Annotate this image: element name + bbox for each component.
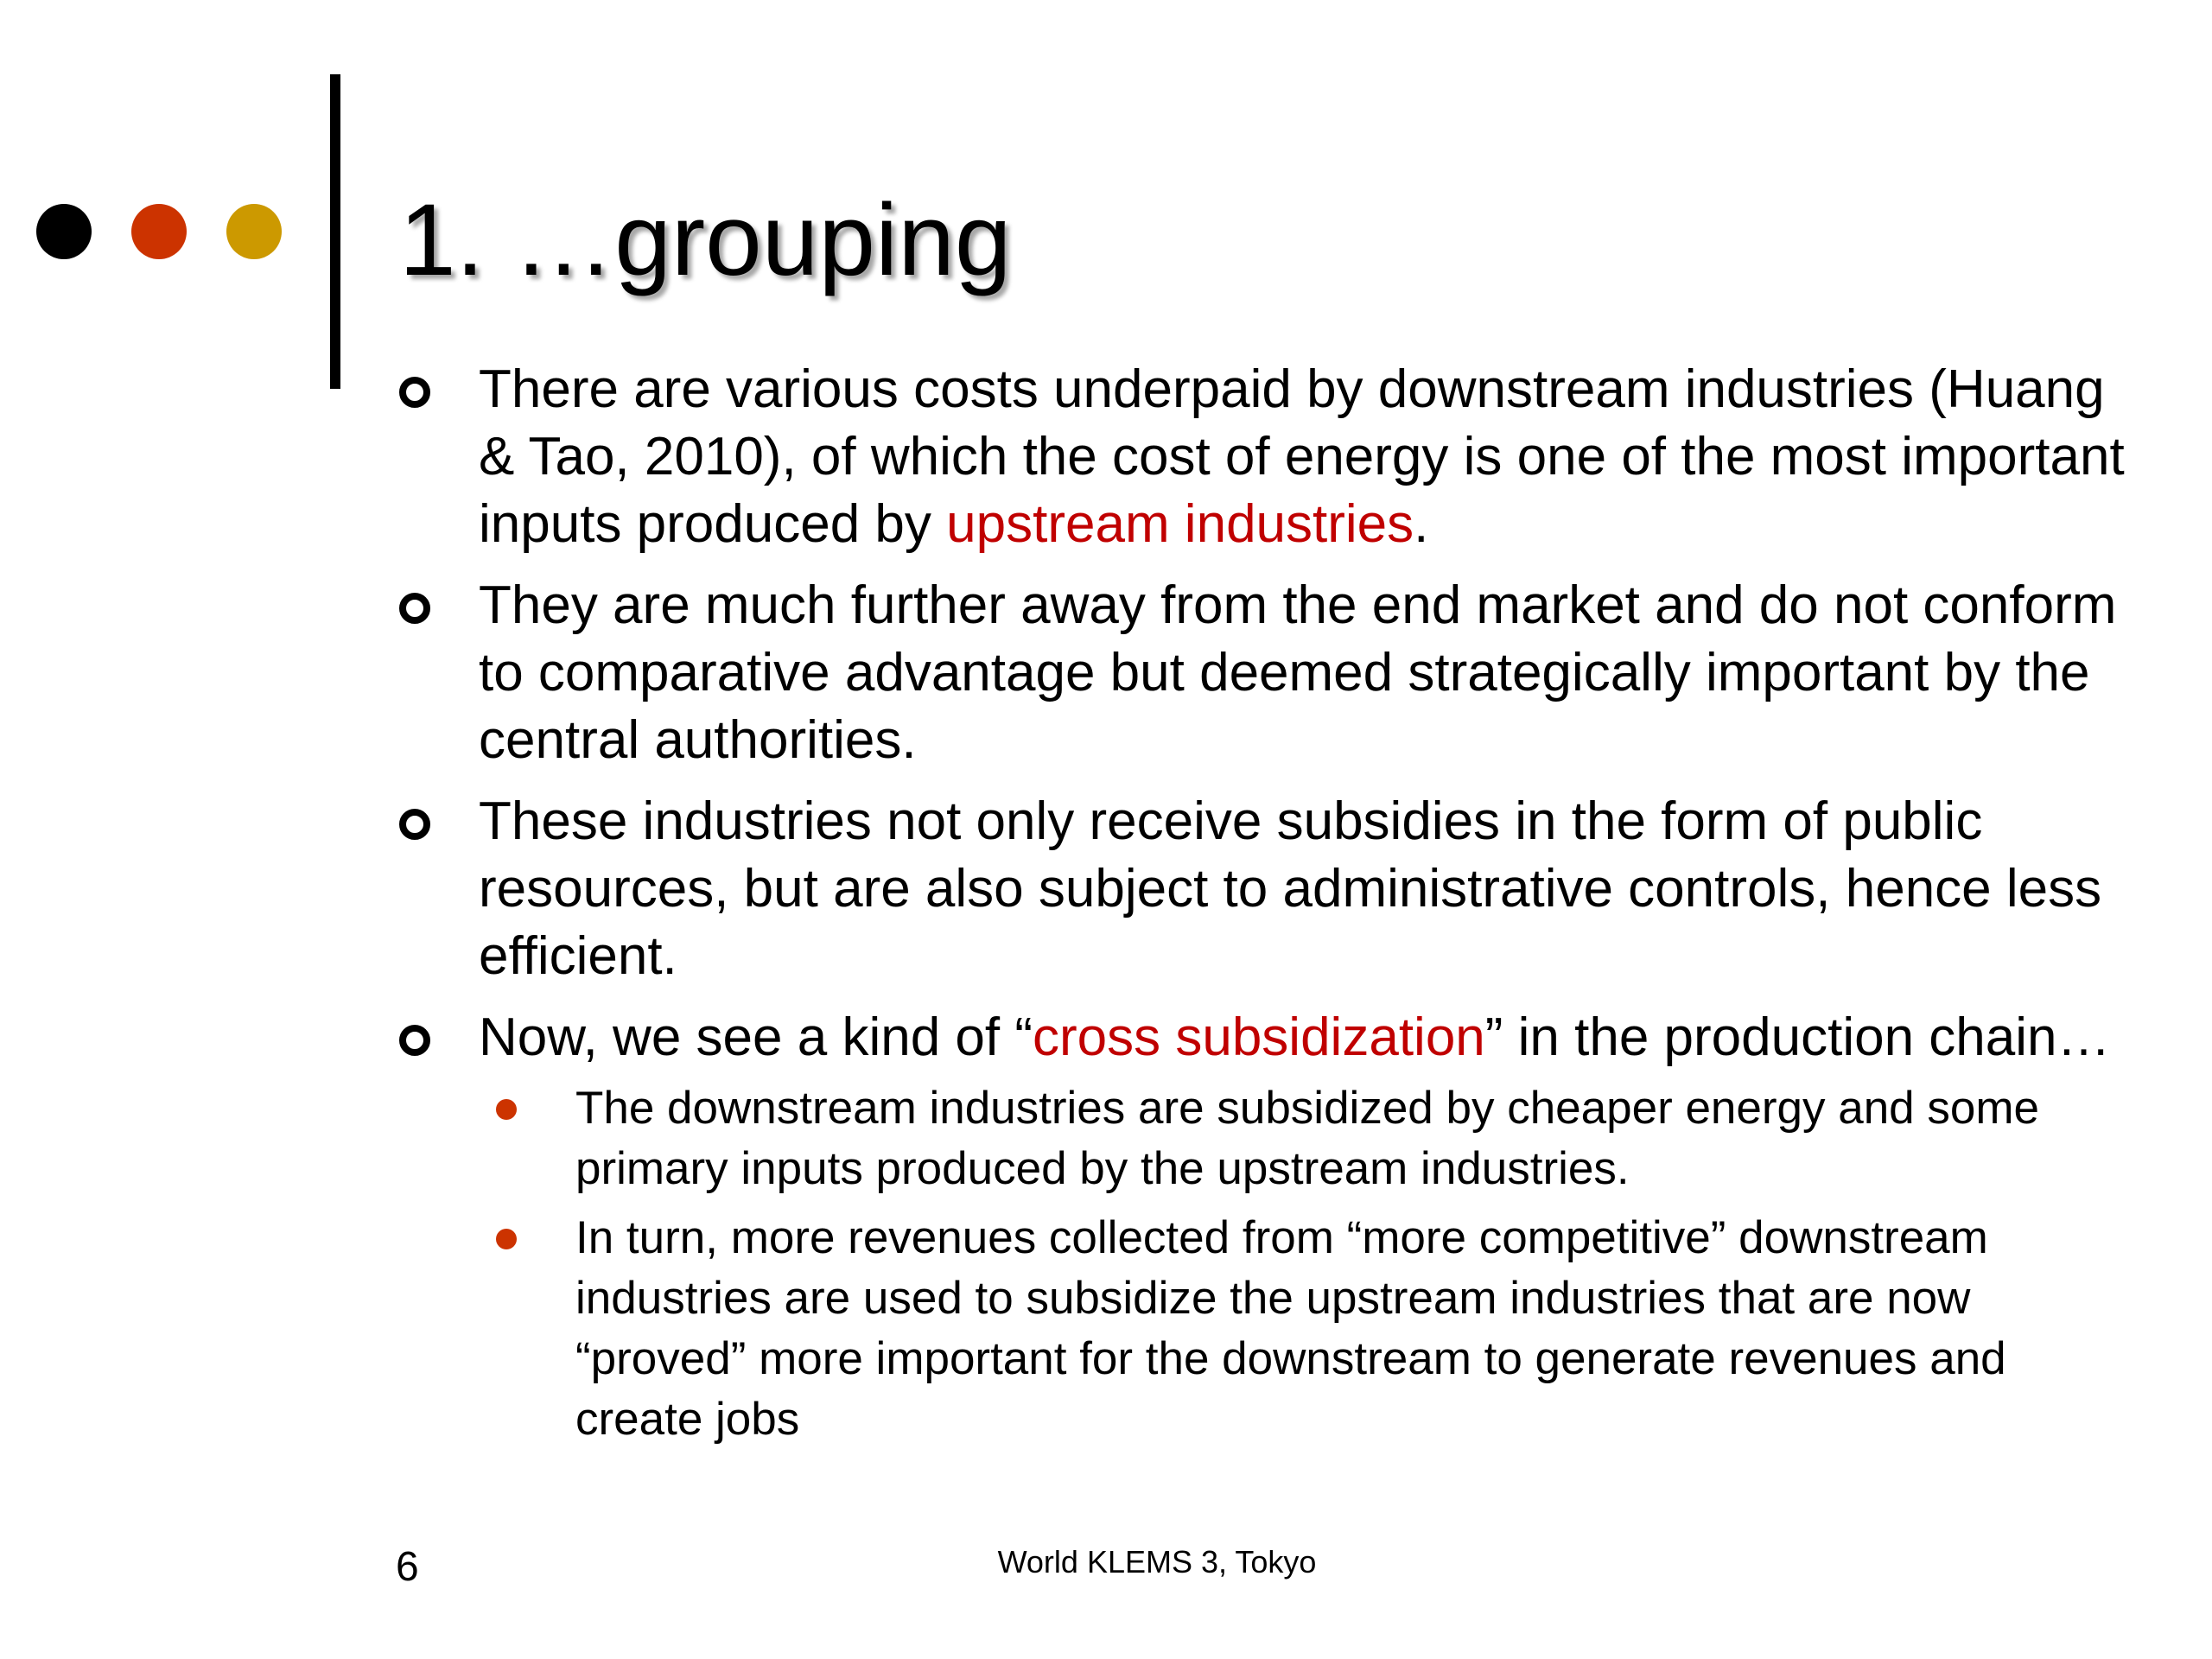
bullet-text: These industries not only receive subsidies in the form of public resources, but are also subject to administrative controls, hence less efficient.	[479, 791, 2102, 986]
hollow-circle-bullet-icon	[399, 1025, 430, 1056]
hollow-circle-bullet-icon	[399, 593, 430, 624]
hollow-circle-bullet-icon	[399, 377, 430, 408]
bullet-item	[399, 788, 2127, 990]
bullet-text: They are much further away from the end market and do not conform to comparative advantage but deemed strategically important by the central authorities.	[479, 575, 2117, 770]
filled-dot-bullet-icon	[496, 1229, 517, 1249]
title-divider	[330, 74, 340, 389]
bullet-text: There are various costs underpaid by downstream industries (Huang & Tao, 2010), of which the cost of energy is one of the most important inputs produced by	[479, 359, 2125, 554]
sub-bullet-item	[479, 1208, 2127, 1450]
bullet-item	[399, 572, 2127, 774]
sub-bullet-text: The downstream industries are subsidized by cheaper energy and some primary inputs produced by the upstream industries.	[575, 1083, 2039, 1194]
hollow-circle-bullet-icon	[399, 809, 430, 840]
filled-dot-bullet-icon	[496, 1099, 517, 1120]
sub-bullet-item	[479, 1078, 2127, 1199]
slide-title: 1. …grouping	[399, 183, 1012, 297]
sub-bullet-list	[479, 1078, 2127, 1450]
highlight-text: cross subsidization	[1032, 1007, 1485, 1067]
highlight-text: upstream industries	[946, 494, 1414, 554]
bullet-text-end: .	[1414, 494, 1429, 554]
page-number: 6	[396, 1544, 419, 1590]
bullet-item	[399, 1004, 2127, 1450]
black-dot-icon	[36, 204, 92, 259]
bullet-text: Now, we see a kind of “	[479, 1007, 1033, 1067]
red-dot-icon	[131, 204, 187, 259]
sub-bullet-text: In turn, more revenues collected from “more competitive” downstream industries are used to subsidize the upstream industries that are now “proved” more important for the downstream to generate revenues and create jobs	[575, 1212, 2006, 1445]
bullet-list	[399, 356, 2127, 1464]
bullet-item	[399, 356, 2127, 558]
footer-text: World KLEMS 3, Tokyo	[997, 1544, 1317, 1580]
bullet-text-end: ” in the production chain…	[1484, 1007, 2111, 1067]
gold-dot-icon	[226, 204, 282, 259]
